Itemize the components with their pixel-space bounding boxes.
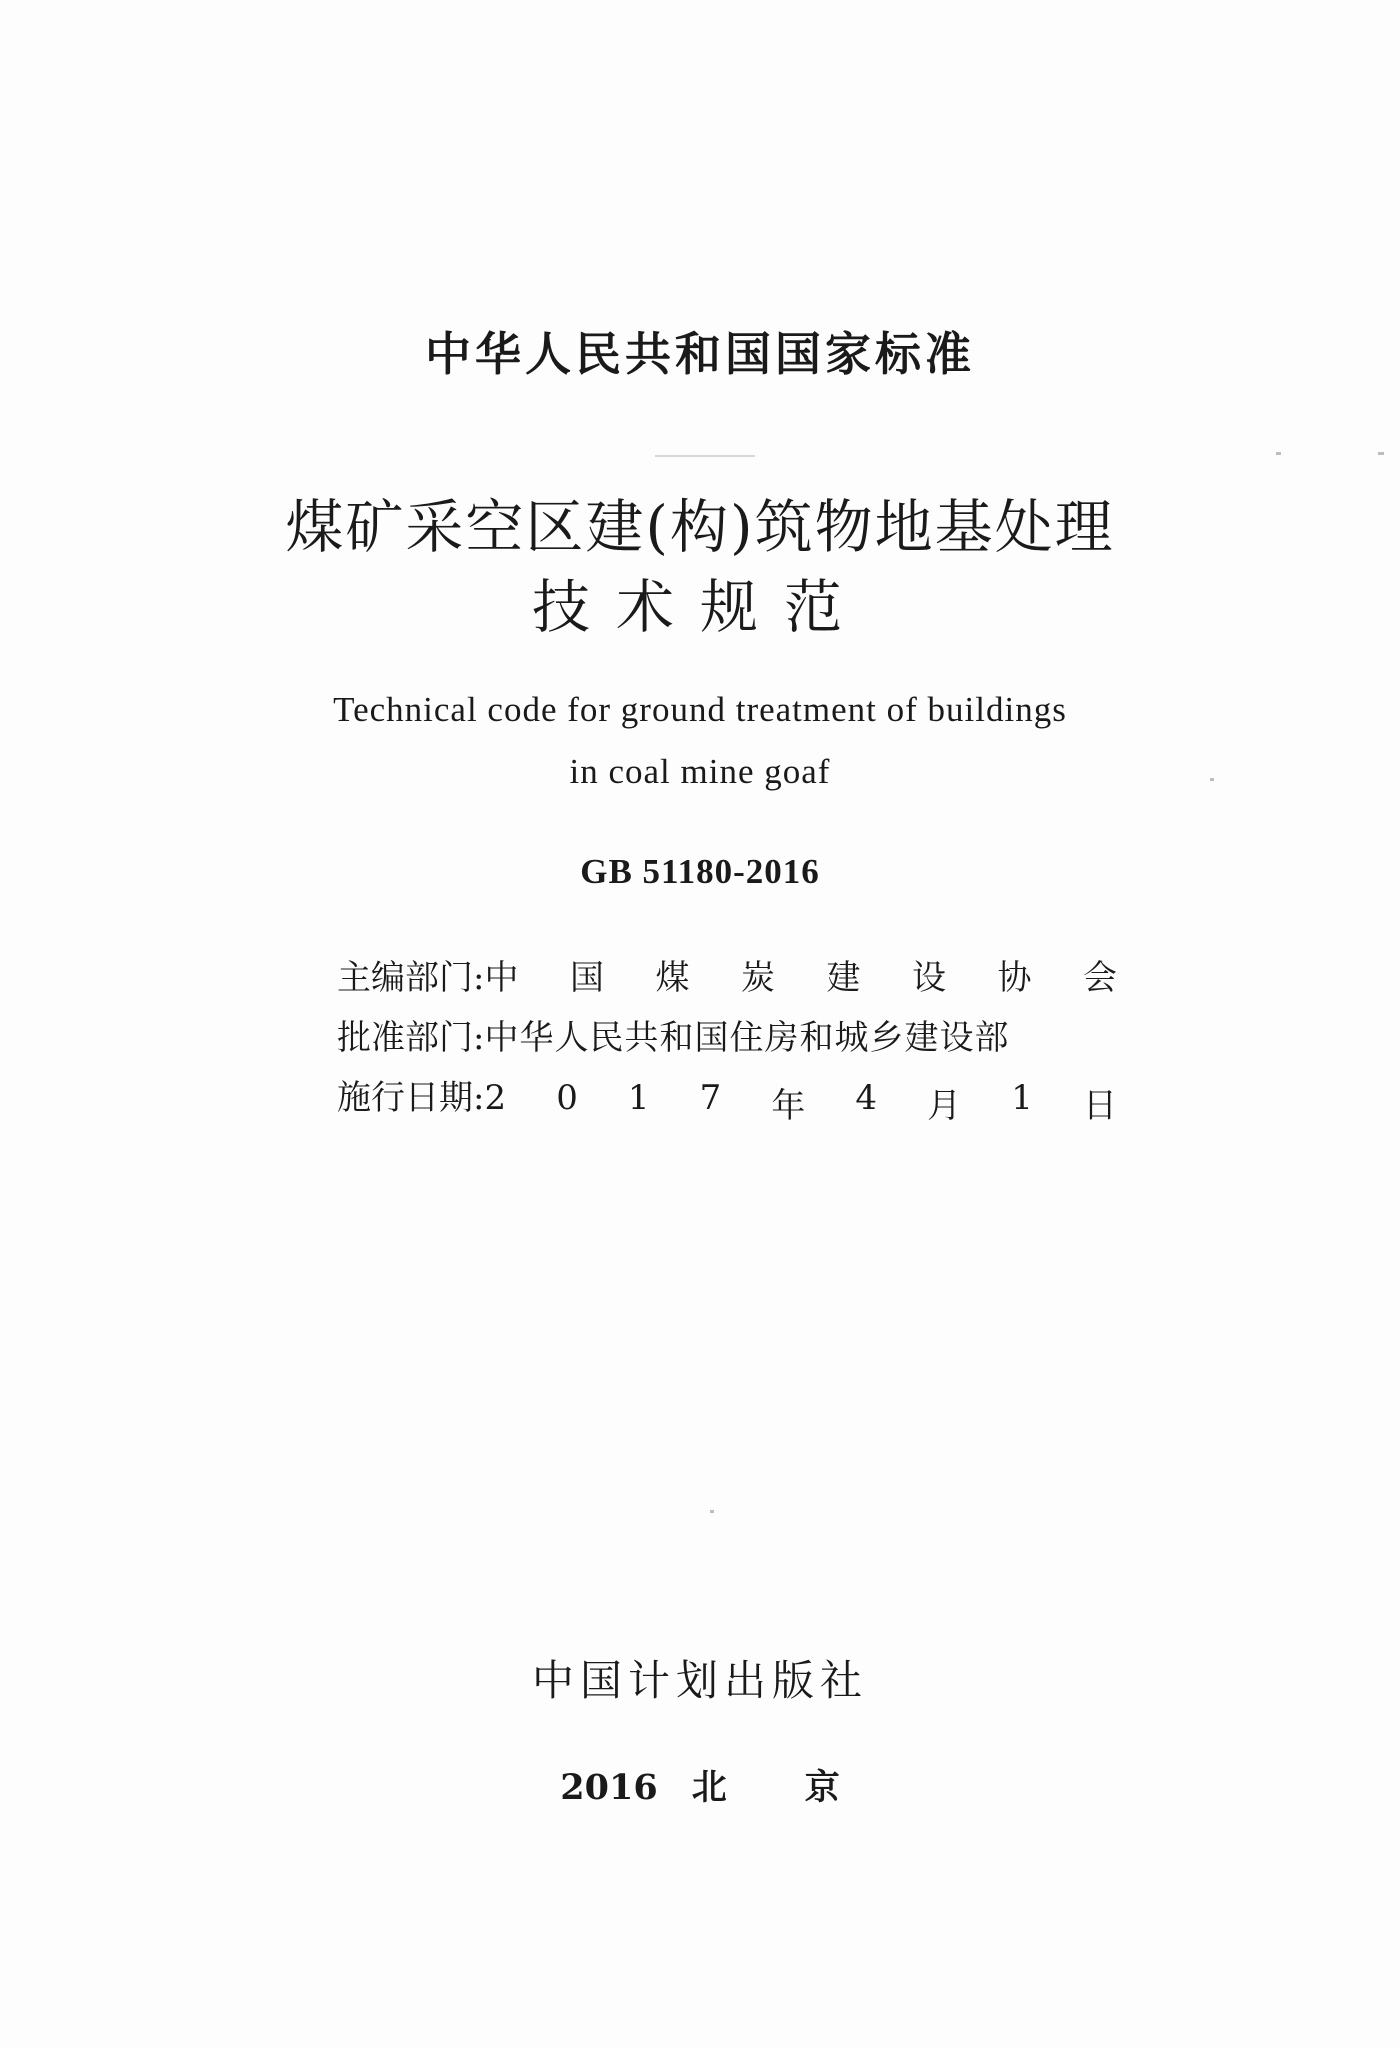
date-char: 日 bbox=[1082, 1086, 1117, 1126]
editor-department-row bbox=[337, 950, 1117, 999]
english-title-line-2: in coal mine goaf bbox=[569, 752, 831, 791]
date-char: 年 bbox=[771, 1086, 806, 1126]
imprint-year: 2016 bbox=[560, 1767, 658, 1808]
scan-speck bbox=[655, 455, 755, 457]
chinese-title-line-2: 技术规范 bbox=[531, 573, 868, 641]
approval-department-value: 中华人民共和国住房和城乡建设部 bbox=[484, 1018, 1010, 1058]
editor-char: 国 bbox=[569, 958, 604, 998]
english-title-line-1: Technical code for ground treatment of buildings bbox=[333, 690, 1067, 729]
effective-date-label: 施行日期: bbox=[337, 1078, 485, 1118]
editor-char: 煤 bbox=[655, 958, 690, 998]
scan-speck bbox=[1276, 452, 1281, 455]
editor-char: 建 bbox=[826, 958, 861, 998]
editor-department-value bbox=[484, 950, 1117, 999]
date-char: 月 bbox=[927, 1086, 962, 1126]
imprint-line bbox=[0, 1760, 1400, 1810]
editor-char: 协 bbox=[997, 958, 1032, 998]
standard-code: GB 51180-2016 bbox=[580, 852, 820, 891]
effective-date-row bbox=[337, 1070, 1117, 1127]
date-char: 7 bbox=[699, 1078, 722, 1118]
date-char: 1 bbox=[627, 1078, 650, 1118]
standard-series-heading: 中华人民共和国国家标准 bbox=[425, 327, 975, 381]
date-char: 0 bbox=[556, 1078, 578, 1118]
editor-char: 中 bbox=[484, 958, 519, 998]
scan-speck bbox=[710, 1510, 714, 1513]
effective-date-value bbox=[484, 1078, 1117, 1127]
editor-department-label: 主编部门: bbox=[337, 958, 485, 998]
editor-char: 设 bbox=[911, 958, 946, 998]
scan-speck bbox=[1378, 452, 1384, 455]
date-char: 4 bbox=[855, 1078, 878, 1118]
chinese-title-line-1: 煤矿采空区建(构)筑物地基处理 bbox=[285, 493, 1115, 561]
imprint-city-char-2: 京 bbox=[804, 1767, 840, 1808]
approval-department-row bbox=[337, 1010, 1117, 1059]
publisher-name: 中国计划出版社 bbox=[531, 1656, 868, 1705]
imprint-city-char-1: 北 bbox=[691, 1767, 727, 1808]
date-char: 2 bbox=[484, 1078, 507, 1118]
editor-char: 炭 bbox=[740, 958, 775, 998]
approval-department-label: 批准部门: bbox=[337, 1018, 485, 1058]
date-char: 1 bbox=[1011, 1078, 1033, 1118]
editor-char: 会 bbox=[1082, 958, 1117, 998]
